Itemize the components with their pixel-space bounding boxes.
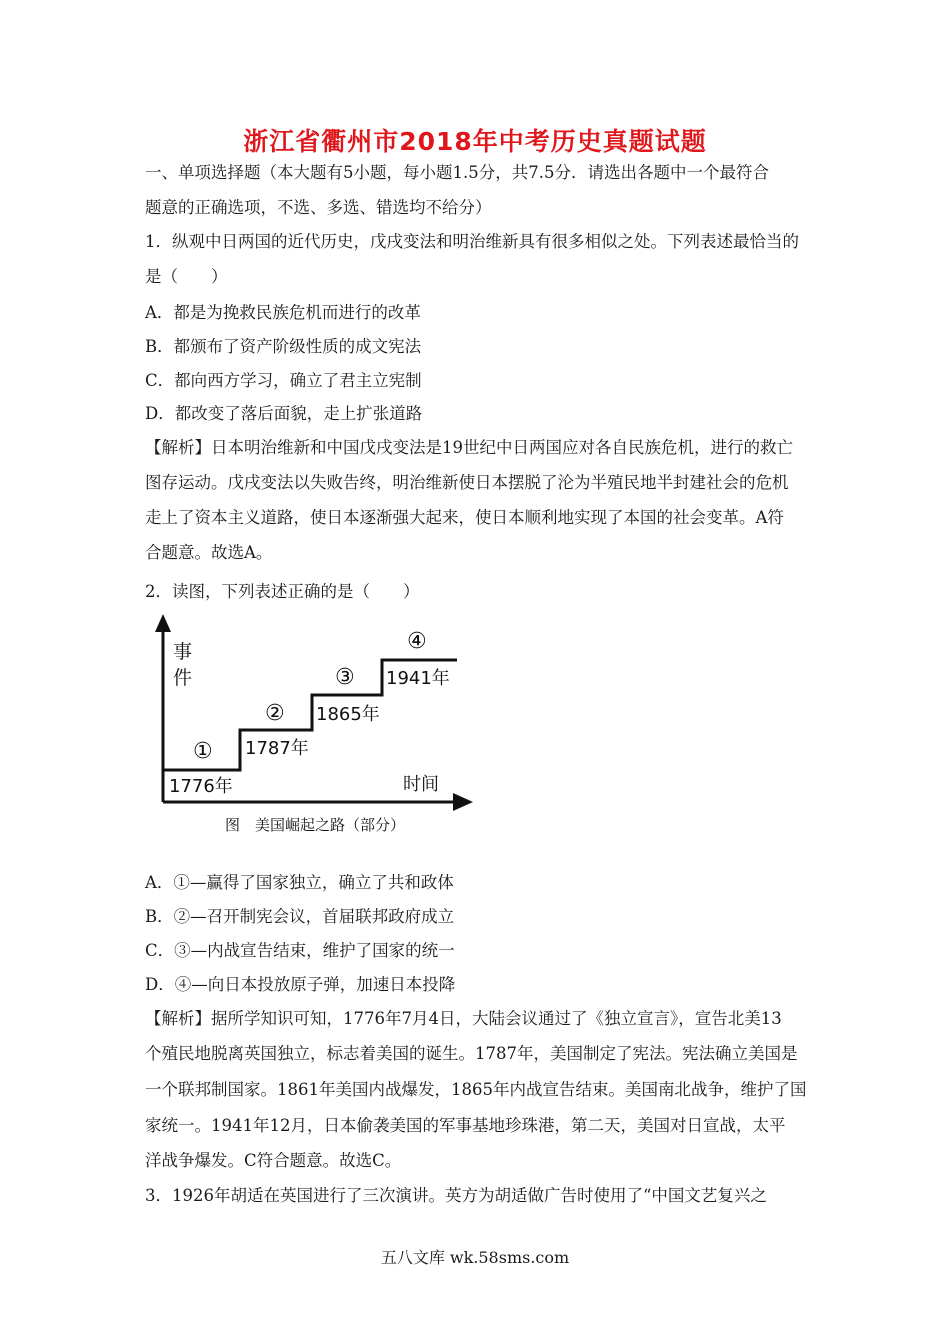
analysis-text: 【解析】日本明治维新和中国戊戌变法是19世纪中日两国应对各自民族危机，进行的救亡 — [145, 438, 793, 457]
year-label-1941: 1941年 — [386, 668, 450, 689]
event-marker-1: ① — [193, 739, 213, 764]
event-marker-3: ③ — [335, 665, 355, 690]
analysis-text: 图存运动。戊戌变法以失败告终，明治维新使日本摆脱了沦为半殖民地半封建社会的危机 — [145, 473, 789, 492]
analysis-text: 走上了资本主义道路，使日本逐渐强大起来，使日本顺利地实现了本国的社会变革。A符 — [145, 508, 784, 527]
text-line: 是（ ） — [145, 267, 228, 286]
option-c: C．都向西方学习，确立了君主立宪制 — [145, 371, 422, 390]
text-line: 一、单项选择题（本大题有5小题，每小题1.5分，共7.5分．请选出各题中一个最符合 — [145, 163, 769, 182]
analysis-text: 一个联邦制国家。1861年美国内战爆发，1865年内战宣告结束。美国南北战争，维护了国 — [145, 1080, 807, 1099]
option-c: C．③—内战宣告结束，维护了国家的统一 — [145, 941, 455, 960]
question-2: 2．读图，下列表述正确的是（ ） — [145, 582, 420, 601]
analysis-text: 洋战争爆发。C符合题意。故选C。 — [145, 1151, 402, 1170]
event-marker-4: ④ — [407, 629, 427, 654]
option-b: B．都颁布了资产阶级性质的成文宪法 — [145, 337, 422, 356]
y-axis-label-1: 事 — [173, 641, 193, 663]
question-1: 1．纵观中日两国的近代历史，戊戌变法和明治维新具有很多相似之处。下列表述最恰当的 — [145, 232, 799, 251]
year-label-1776: 1776年 — [169, 776, 233, 797]
year-label-1787: 1787年 — [245, 738, 309, 759]
us-rise-staircase-figure — [145, 612, 485, 837]
y-axis-arrow — [155, 614, 171, 632]
x-axis-label: 时间 — [403, 774, 439, 795]
option-a: A．都是为挽救民族危机而进行的改革 — [145, 303, 421, 322]
exam-title: 浙江省衢州市2018年中考历史真题试题 — [243, 127, 707, 156]
y-axis-label-2: 件 — [173, 667, 193, 689]
analysis-text: 家统一。1941年12月，日本偷袭美国的军事基地珍珠港，第二天，美国对日宣战，太平 — [145, 1116, 786, 1135]
question-3: 3．1926年胡适在英国进行了三次演讲。英方为胡适做广告时使用了“中国文艺复兴之 — [145, 1186, 767, 1205]
option-d: D．都改变了落后面貌，走上扩张道路 — [145, 404, 423, 423]
analysis-text: 合题意。故选A。 — [145, 543, 273, 562]
x-axis-arrow — [453, 793, 473, 811]
footer-watermark: 五八文库 wk.58sms.com — [380, 1248, 570, 1267]
event-marker-2: ② — [265, 701, 285, 726]
year-label-1865: 1865年 — [316, 704, 380, 725]
analysis-text: 【解析】据所学知识可知，1776年7月4日，大陆会议通过了《独立宣言》，宣告北美13 — [145, 1009, 782, 1028]
figure-caption: 图 美国崛起之路（部分） — [225, 816, 406, 834]
option-d: D．④—向日本投放原子弹，加速日本投降 — [145, 975, 456, 994]
option-b: B．②—召开制宪会议，首届联邦政府成立 — [145, 907, 455, 926]
text-line: 题意的正确选项，不选、多选、错选均不给分） — [145, 198, 492, 217]
analysis-text: 个殖民地脱离英国独立，标志着美国的诞生。1787年，美国制定了宪法。宪法确立美国是 — [145, 1044, 798, 1063]
option-a: A．①—赢得了国家独立，确立了共和政体 — [145, 873, 454, 892]
